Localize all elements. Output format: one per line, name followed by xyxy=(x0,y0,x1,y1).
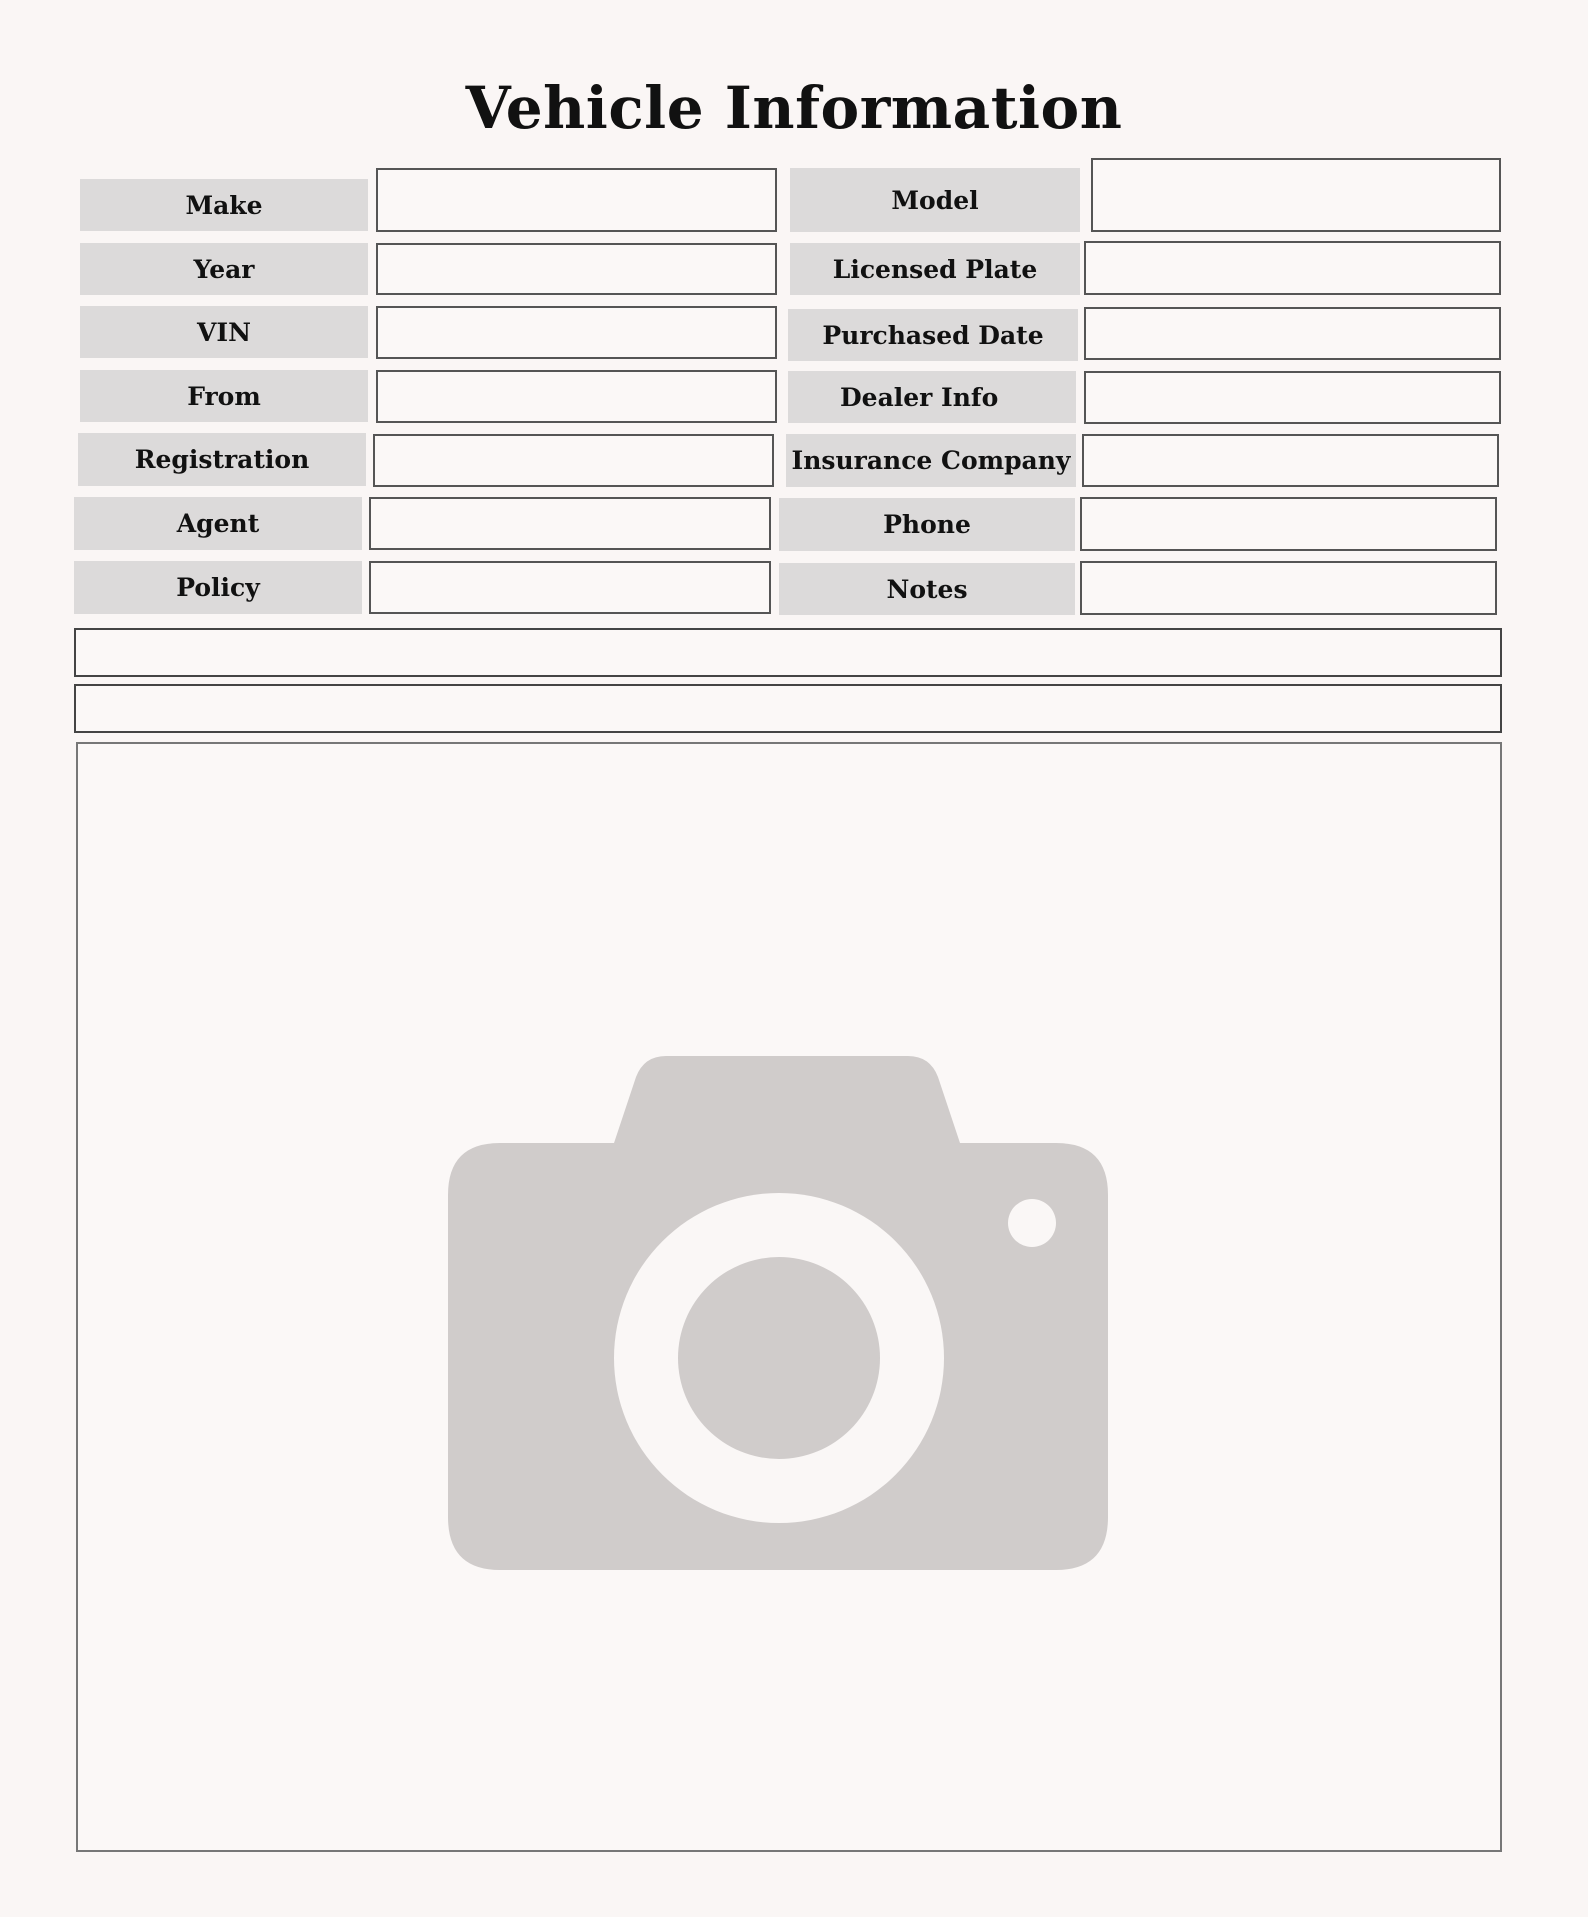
insurance-company-field[interactable] xyxy=(1082,434,1499,487)
policy-label: Policy xyxy=(74,561,362,614)
licensed-plate-field[interactable] xyxy=(1084,241,1501,295)
licensed-plate-label: Licensed Plate xyxy=(790,243,1080,295)
dealer-info-label: Dealer Info xyxy=(788,371,1076,423)
from-label: From xyxy=(80,370,368,422)
phone-label: Phone xyxy=(779,498,1075,551)
policy-field[interactable] xyxy=(369,561,771,614)
make-label: Make xyxy=(80,179,368,231)
camera-icon xyxy=(444,1053,1112,1573)
notes-line-2[interactable] xyxy=(74,684,1502,733)
purchased-date-label: Purchased Date xyxy=(788,309,1078,361)
year-label: Year xyxy=(80,243,368,295)
purchased-date-field[interactable] xyxy=(1084,307,1501,360)
vin-field[interactable] xyxy=(376,306,777,359)
agent-label: Agent xyxy=(74,497,362,550)
make-field[interactable] xyxy=(376,168,777,232)
registration-label: Registration xyxy=(78,433,366,486)
registration-field[interactable] xyxy=(373,434,774,487)
dealer-info-field[interactable] xyxy=(1084,371,1501,424)
year-field[interactable] xyxy=(376,243,777,295)
notes-field[interactable] xyxy=(1080,561,1497,615)
notes-label: Notes xyxy=(779,563,1075,615)
insurance-company-label: Insurance Company xyxy=(786,434,1076,487)
agent-field[interactable] xyxy=(369,497,771,550)
model-field[interactable] xyxy=(1091,158,1501,232)
model-label: Model xyxy=(790,168,1080,232)
vin-label: VIN xyxy=(80,306,368,358)
phone-field[interactable] xyxy=(1080,497,1497,551)
notes-line-1[interactable] xyxy=(74,628,1502,677)
page-title: Vehicle Information xyxy=(465,74,1123,142)
from-field[interactable] xyxy=(376,370,777,423)
